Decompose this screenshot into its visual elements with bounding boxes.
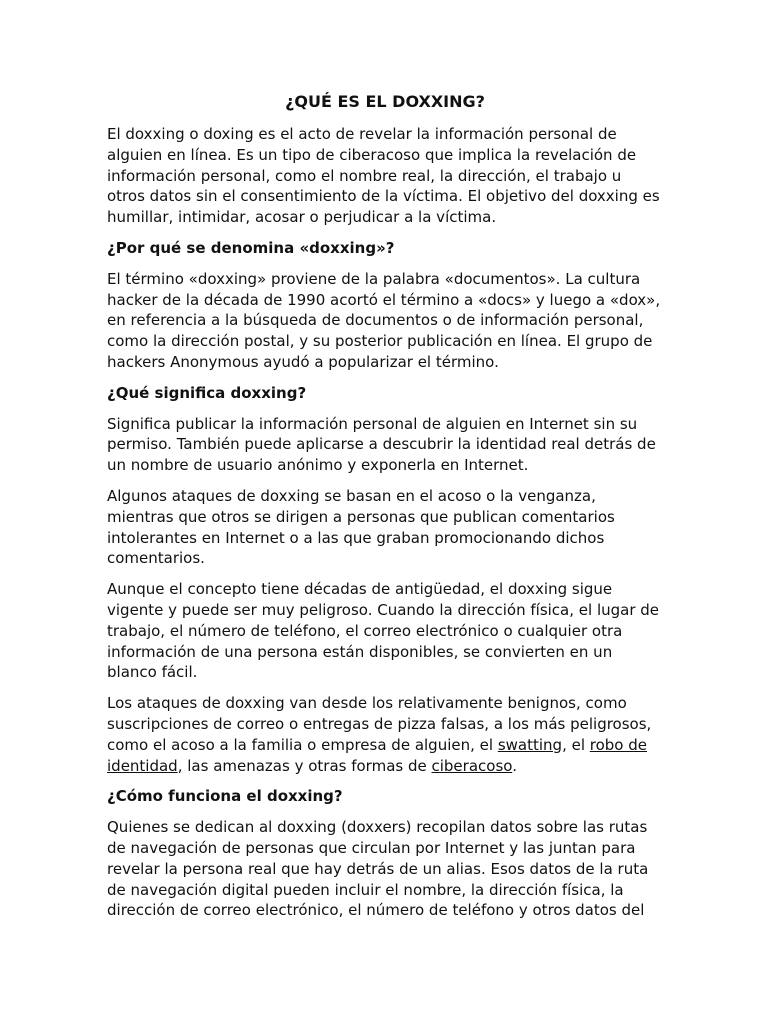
- document-page: [107, 92, 663, 931]
- meaning-paragraph: Significa publicar la información personal de alguien en Internet sin su permiso. También puede aplicarse a descubrir la identidad real detrás de un nombre de usuario anónimo y exponerla en Internet.: [107, 414, 656, 475]
- motives-paragraph: Algunos ataques de doxxing se basan en el acoso o la venganza, mientras que otros se dirigen a personas que publican comentarios intolerantes en Internet o a las que graban promocionando dichos comentarios.: [107, 486, 615, 568]
- attacks-paragraph: [107, 693, 663, 776]
- attacks-text-part3: , las amenazas y otras formas de: [177, 756, 432, 775]
- attacks-text-part1: Los ataques de doxxing van desde los relativamente benignos, como suscripciones de correo o entregas de pizza falsas, a los más peligrosos, como el acoso a la familia o empresa de alguien, el: [107, 694, 652, 754]
- how-it-works-paragraph: Quienes se dedican al doxxing (doxxers) recopilan datos sobre las rutas de navegación de personas que circulan por Internet y las juntan para revelar la persona real que hay detrás de un alias. Esos datos de la ruta de navegación digital pueden incluir el nombre, la dirección física, la dirección de correo electrónico, el número de teléfono y otros datos del: [107, 818, 649, 920]
- attacks-text-part4: .: [512, 756, 517, 775]
- document-title: ¿QUÉ ES EL DOXXING?: [285, 92, 485, 111]
- section-heading-meaning: ¿Qué significa doxxing?: [107, 383, 307, 402]
- danger-paragraph: Aunque el concepto tiene décadas de antigüedad, el doxxing sigue vigente y puede ser muy peligroso. Cuando la dirección física, el lugar de trabajo, el número de teléfono, el correo electrónico o cualquier otra información de una persona están disponibles, se convierten en un blanco fácil.: [107, 580, 660, 682]
- origin-paragraph: El término «doxxing» proviene de la palabra «documentos». La cultura hacker de la década de 1990 acortó el término a «docs» y luego a «dox», en referencia a la búsqueda de documentos o de información personal, como la dirección postal, y su posterior publicación en línea. El grupo de hackers Anonymous ayudó a popularizar el término.: [107, 269, 661, 371]
- attacks-text-part2: , el: [562, 735, 590, 754]
- section-heading-why-doxxing: ¿Por qué se denomina «doxxing»?: [107, 238, 395, 257]
- cyberbullying-link[interactable]: ciberacoso: [431, 756, 513, 775]
- intro-paragraph: El doxxing o doxing es el acto de revelar la información personal de alguien en línea. Es un tipo de ciberacoso que implica la revelación de información personal, como el nombre real, la dirección, el trabajo u otros datos sin el consentimiento de la víctima. El objetivo del doxxing es humillar, intimidar, acosar o perjudicar a la víctima.: [107, 125, 660, 227]
- swatting-link[interactable]: swatting: [497, 735, 563, 754]
- identity-theft-link[interactable]: robo de identidad: [107, 735, 647, 775]
- section-heading-how-it-works: ¿Cómo funciona el doxxing?: [107, 787, 343, 806]
